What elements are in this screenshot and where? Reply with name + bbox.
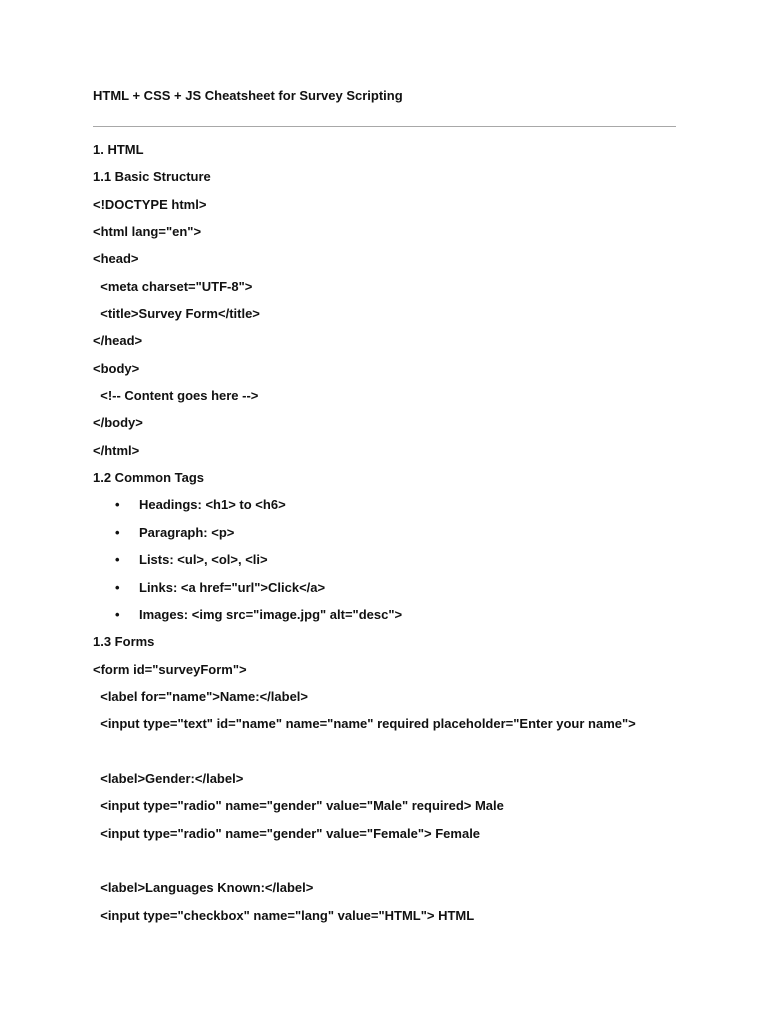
bullet-dot-icon: • (115, 497, 120, 513)
blank-line (93, 743, 693, 770)
text-line: <form id="surveyForm"> (93, 661, 247, 677)
text-line: <label>Gender:</label> (93, 770, 244, 786)
text-line: <label>Languages Known:</label> (93, 880, 314, 896)
bullet-dot-icon: • (115, 579, 120, 595)
horizontal-rule (93, 126, 676, 127)
bullet-text: Lists: <ul>, <ol>, <li> (139, 552, 268, 568)
text-line: <!DOCTYPE html> (93, 196, 207, 212)
text-line: <meta charset="UTF-8"> (93, 278, 253, 294)
text-line: <html lang="en"> (93, 224, 202, 240)
text-line: <input type="radio" name="gender" value="Female"> Female (93, 825, 481, 841)
text-line: </html> (93, 442, 140, 458)
text-line: <head> (93, 251, 139, 267)
bullet-text: Headings: <h1> to <h6> (139, 497, 286, 513)
text-line: <input type="radio" name="gender" value="Male" required> Male (93, 798, 504, 814)
bullet-item (93, 524, 693, 551)
bullet-text: Images: <img src="image.jpg" alt="desc"> (139, 606, 403, 622)
bullet-text: Paragraph: <p> (139, 524, 235, 540)
text-line: 1.1 Basic Structure (93, 169, 211, 185)
text-line: <title>Survey Form</title> (93, 306, 260, 322)
text-line: 1. HTML (93, 142, 144, 157)
text-line: <input type="checkbox" name="lang" value="HTML"> HTML (93, 907, 475, 923)
bullet-dot-icon: • (115, 606, 120, 622)
blank-line (93, 852, 693, 879)
text-line: </head> (93, 333, 143, 349)
text-line: <body> (93, 360, 140, 376)
text-line: <label for="name">Name:</label> (93, 688, 309, 704)
bullet-dot-icon: • (115, 524, 120, 540)
bullet-item (93, 551, 693, 578)
text-line: 1.3 Forms (93, 634, 155, 650)
bullet-text: Links: <a href="url">Click</a> (139, 579, 326, 595)
text-line: <!-- Content goes here --> (93, 388, 259, 404)
bullet-item (93, 496, 693, 523)
document-title: HTML + CSS + JS Cheatsheet for Survey Scripting (93, 88, 403, 103)
text-line: </body> (93, 415, 143, 431)
bullet-item (93, 606, 693, 633)
document-body (93, 141, 693, 934)
text-line: 1.2 Common Tags (93, 470, 205, 486)
text-line: <input type="text" id="name" name="name" required placeholder="Enter your name"> (93, 716, 636, 732)
bullet-item (93, 579, 693, 606)
bullet-dot-icon: • (115, 552, 120, 568)
